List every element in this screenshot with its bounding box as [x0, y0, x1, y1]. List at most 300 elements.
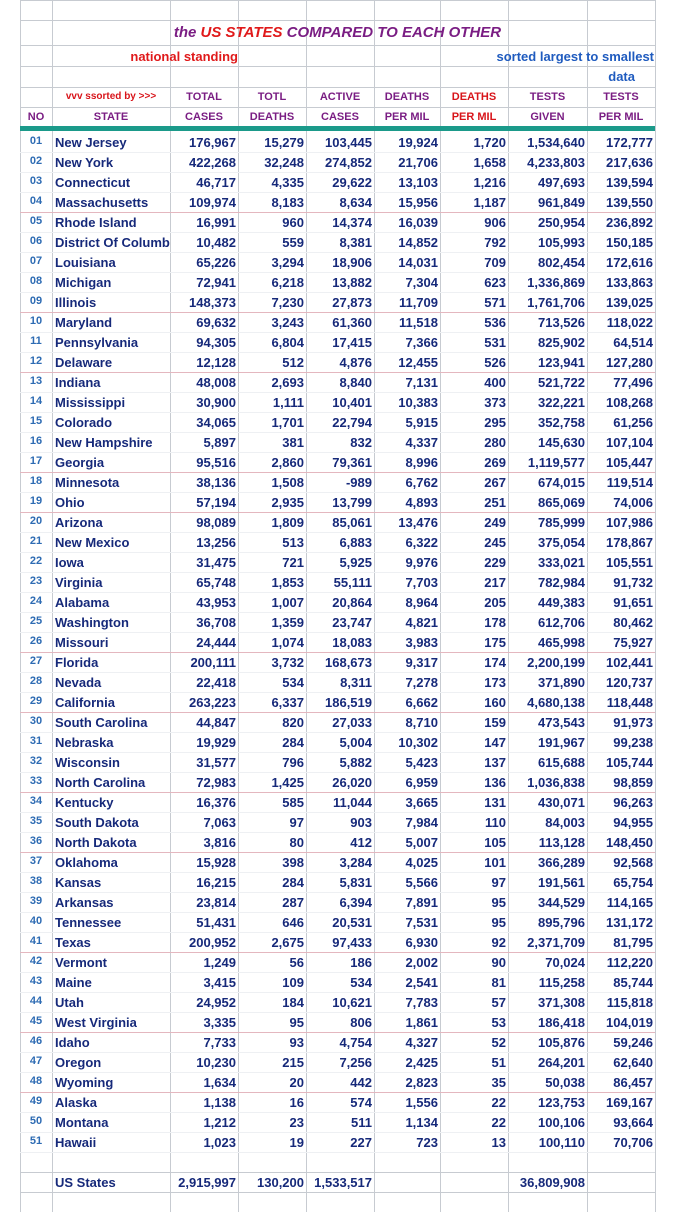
active-cases: 27,033 — [332, 715, 372, 730]
row-divider — [20, 332, 655, 333]
tests-per-mil: 169,167 — [606, 1095, 653, 1110]
deaths-per-mil-rank: 81 — [491, 975, 506, 990]
total-deaths: 80 — [289, 835, 304, 850]
state-name: Oklahoma — [55, 855, 118, 870]
deaths-per-mil-rank: 51 — [491, 1055, 506, 1070]
total-deaths: 15,279 — [264, 135, 304, 150]
row-divider — [20, 792, 655, 793]
total-cases: 200,111 — [190, 655, 236, 670]
row-divider — [20, 192, 655, 193]
state-name: California — [55, 695, 115, 710]
deaths-per-mil: 14,852 — [398, 235, 438, 250]
active-cases: 55,111 — [333, 575, 372, 590]
state-name: Texas — [55, 935, 91, 950]
total-deaths: 2,860 — [271, 455, 304, 470]
active-cases: 13,882 — [332, 275, 372, 290]
tests-given: 4,680,138 — [527, 695, 585, 710]
row-divider — [20, 1032, 655, 1033]
total-deaths: 6,218 — [271, 275, 304, 290]
total-deaths: 93 — [289, 1035, 304, 1050]
tests-per-mil: 99,238 — [613, 735, 653, 750]
tests-per-mil: 108,268 — [606, 395, 653, 410]
total-deaths: 19 — [289, 1135, 304, 1150]
total-deaths: 95 — [289, 1015, 304, 1030]
row-number: 19 — [29, 495, 43, 507]
state-name: Wisconsin — [55, 755, 120, 770]
state-name: Maine — [55, 975, 92, 990]
row-number: 28 — [29, 675, 43, 687]
deaths-per-mil: 5,007 — [405, 835, 438, 850]
row-number: 10 — [29, 315, 43, 327]
deaths-per-mil: 16,039 — [398, 215, 438, 230]
active-cases: 8,840 — [339, 375, 372, 390]
total-cases: 1,634 — [203, 1075, 236, 1090]
tests-given: 371,308 — [538, 995, 585, 1010]
row-number: 07 — [29, 255, 43, 267]
total-cases: 10,230 — [196, 1055, 236, 1070]
deaths-per-mil-rank: 269 — [484, 455, 506, 470]
total-cases: 46,717 — [196, 175, 236, 190]
grid-row-line — [20, 66, 655, 67]
total-deaths: 1,853 — [271, 575, 304, 590]
row-number: 14 — [29, 395, 43, 407]
active-cases: 8,311 — [340, 675, 372, 690]
grid-row-line — [20, 45, 655, 46]
tests-per-mil: 118,448 — [606, 695, 653, 710]
active-cases: 10,621 — [332, 995, 372, 1010]
deaths-per-mil: 723 — [416, 1135, 438, 1150]
deaths-per-mil: 8,964 — [405, 595, 438, 610]
tests-given: 186,418 — [538, 1015, 585, 1030]
tests-given: 113,128 — [538, 835, 585, 850]
state-name: Massachusetts — [55, 195, 149, 210]
tests-given: 615,688 — [538, 755, 585, 770]
active-cases: 20,864 — [332, 595, 372, 610]
active-cases: 534 — [350, 975, 372, 990]
tests-per-mil: 104,019 — [606, 1015, 653, 1030]
row-divider — [20, 812, 655, 813]
row-divider — [20, 1072, 655, 1073]
row-number: 40 — [29, 915, 43, 927]
state-name: Louisiana — [55, 255, 116, 270]
state-name: Georgia — [55, 455, 105, 470]
tests-given: 865,069 — [538, 495, 585, 510]
total-cases: 22,418 — [196, 675, 236, 690]
tests-given: 4,233,803 — [527, 155, 585, 170]
row-divider — [20, 772, 655, 773]
row-divider — [20, 412, 655, 413]
deaths-per-mil-rank: 178 — [484, 615, 506, 630]
total-cases: 31,577 — [196, 755, 236, 770]
row-number: 42 — [29, 955, 43, 967]
active-cases: 4,876 — [339, 355, 372, 370]
deaths-per-mil: 1,861 — [405, 1015, 438, 1030]
state-name: North Carolina — [55, 775, 146, 790]
total-deaths: 215 — [282, 1055, 304, 1070]
active-cases: 5,882 — [339, 755, 372, 770]
row-number: 25 — [29, 615, 43, 627]
tests-given: 100,110 — [538, 1135, 585, 1150]
row-divider — [20, 872, 655, 873]
tests-given: 344,529 — [538, 895, 585, 910]
total-cases: 1,212 — [203, 1115, 236, 1130]
tests-given: 961,849 — [538, 195, 585, 210]
row-number: 08 — [29, 275, 43, 287]
grid-row-line — [20, 107, 655, 108]
deaths-per-mil: 4,025 — [405, 855, 438, 870]
deaths-per-mil-rank: 160 — [484, 695, 506, 710]
tests-per-mil: 80,462 — [613, 615, 653, 630]
total-cases: 16,376 — [196, 795, 236, 810]
deaths-per-mil-rank: 536 — [484, 315, 506, 330]
header-tests-per-mil-bottom: PER MIL — [598, 111, 644, 123]
active-cases: 274,852 — [325, 155, 372, 170]
row-divider — [20, 292, 655, 293]
state-name: Missouri — [55, 635, 109, 650]
state-name: Nevada — [55, 675, 102, 690]
tests-per-mil: 81,795 — [613, 935, 653, 950]
total-cases: 19,929 — [196, 735, 236, 750]
header-cases-bottom: CASES — [185, 111, 223, 123]
state-name: Kentucky — [55, 795, 114, 810]
tests-given: 2,371,709 — [527, 935, 585, 950]
total-cases: 10,482 — [196, 235, 236, 250]
active-cases: 806 — [350, 1015, 372, 1030]
deaths-per-mil: 9,317 — [405, 655, 438, 670]
grid-column-line — [306, 0, 307, 1212]
deaths-per-mil-rank: 205 — [484, 595, 506, 610]
active-cases: 5,004 — [339, 735, 372, 750]
row-number: 34 — [29, 795, 43, 807]
deaths-per-mil: 7,531 — [405, 915, 438, 930]
deaths-per-mil: 13,476 — [398, 515, 438, 530]
total-deaths: 513 — [282, 535, 304, 550]
total-cases: 5,897 — [203, 435, 236, 450]
active-cases: 26,020 — [332, 775, 372, 790]
deaths-per-mil-rank: 249 — [484, 515, 506, 530]
tests-per-mil: 150,185 — [606, 235, 653, 250]
row-divider — [20, 752, 655, 753]
active-cases: 85,061 — [332, 515, 372, 530]
total-cases: 24,952 — [196, 995, 236, 1010]
deaths-per-mil-rank: 792 — [484, 235, 506, 250]
row-divider — [20, 852, 655, 853]
deaths-per-mil: 4,893 — [405, 495, 438, 510]
row-divider — [20, 972, 655, 973]
total-deaths: 6,337 — [271, 695, 304, 710]
total-cases: 43,953 — [196, 595, 236, 610]
tests-given: 50,038 — [545, 1075, 585, 1090]
row-number: 17 — [29, 455, 43, 467]
active-cases: 22,794 — [332, 415, 372, 430]
total-cases: 30,900 — [196, 395, 236, 410]
row-number: 33 — [29, 775, 43, 787]
tests-per-mil: 217,636 — [606, 155, 653, 170]
tests-given: 521,722 — [538, 375, 585, 390]
total-cases: 38,136 — [196, 475, 236, 490]
row-divider — [20, 912, 655, 913]
row-number: 09 — [29, 295, 43, 307]
tests-per-mil: 139,550 — [606, 195, 653, 210]
row-number: 13 — [29, 375, 43, 387]
title-prefix: the — [173, 24, 201, 41]
total-cases: 94,305 — [196, 335, 236, 350]
state-name: Minnesota — [55, 475, 120, 490]
total-cases: 48,008 — [196, 375, 236, 390]
state-name: Idaho — [55, 1035, 90, 1050]
active-cases: 20,531 — [332, 915, 372, 930]
tests-given: 115,258 — [538, 975, 585, 990]
deaths-per-mil: 4,327 — [405, 1035, 438, 1050]
active-cases: 574 — [350, 1095, 372, 1110]
subtitle-national-standing: national standing — [130, 49, 238, 64]
total-cases: 24,444 — [196, 635, 236, 650]
row-number: 18 — [29, 475, 43, 487]
active-cases: 18,906 — [332, 255, 372, 270]
tests-per-mil: 172,777 — [606, 135, 653, 150]
state-name: Ohio — [55, 495, 85, 510]
tests-per-mil: 102,441 — [606, 655, 653, 670]
deaths-per-mil: 6,930 — [405, 935, 438, 950]
deaths-per-mil-rank: 229 — [484, 555, 506, 570]
row-number: 41 — [29, 935, 43, 947]
row-divider — [20, 472, 655, 473]
active-cases: 412 — [350, 835, 372, 850]
row-divider — [20, 652, 655, 653]
tests-given: 1,761,706 — [527, 295, 585, 310]
total-cases: 72,941 — [196, 275, 236, 290]
tests-per-mil: 105,447 — [606, 455, 653, 470]
deaths-per-mil-rank: 95 — [491, 915, 506, 930]
total-deaths: 23 — [289, 1115, 304, 1130]
row-number: 06 — [29, 235, 43, 247]
row-number: 48 — [29, 1075, 43, 1087]
total-deaths: 721 — [282, 555, 304, 570]
tests-given: 264,201 — [538, 1055, 585, 1070]
row-divider — [20, 632, 655, 633]
active-cases: 4,754 — [339, 1035, 372, 1050]
deaths-per-mil: 10,302 — [398, 735, 438, 750]
tests-per-mil: 91,651 — [613, 595, 653, 610]
tests-per-mil: 65,754 — [613, 875, 653, 890]
state-name: Alaska — [55, 1095, 97, 1110]
tests-given: 1,119,577 — [527, 455, 585, 470]
deaths-per-mil: 6,959 — [405, 775, 438, 790]
total-cases: 3,335 — [203, 1015, 236, 1030]
active-cases: 103,445 — [325, 135, 372, 150]
deaths-per-mil-rank: 709 — [484, 255, 506, 270]
state-name: South Dakota — [55, 815, 139, 830]
deaths-per-mil-rank: 245 — [484, 535, 506, 550]
state-name: Hawaii — [55, 1135, 97, 1150]
state-name: Wyoming — [55, 1075, 114, 1090]
row-divider — [20, 892, 655, 893]
total-cases: 1,138 — [203, 1095, 236, 1110]
row-number: 05 — [29, 215, 43, 227]
header-no-bottom: NO — [27, 111, 45, 123]
deaths-per-mil-rank: 101 — [484, 855, 506, 870]
active-cases: 168,673 — [325, 655, 372, 670]
state-name: Washington — [55, 615, 129, 630]
total-deaths: 646 — [282, 915, 304, 930]
total-cases: 3,816 — [203, 835, 236, 850]
tests-per-mil: 127,280 — [606, 355, 653, 370]
tests-per-mil: 77,496 — [613, 375, 653, 390]
deaths-per-mil: 3,665 — [405, 795, 438, 810]
total-cases: 36,708 — [196, 615, 236, 630]
deaths-per-mil-rank: 1,658 — [473, 155, 506, 170]
row-number: 51 — [29, 1135, 43, 1147]
deaths-per-mil-rank: 1,216 — [473, 175, 506, 190]
active-cases: 11,044 — [332, 795, 372, 810]
tests-per-mil: 139,025 — [606, 295, 653, 310]
state-name: Iowa — [55, 555, 84, 570]
total-cases: 12,128 — [196, 355, 236, 370]
tests-per-mil: 86,457 — [613, 1075, 653, 1090]
tests-per-mil: 178,867 — [606, 535, 653, 550]
total-cases: 7,063 — [203, 815, 236, 830]
active-cases: 8,634 — [339, 195, 372, 210]
row-number: 24 — [29, 595, 43, 607]
tests-per-mil: 120,737 — [606, 675, 653, 690]
row-number: 30 — [29, 715, 43, 727]
active-cases: 79,361 — [332, 455, 372, 470]
deaths-per-mil: 4,337 — [405, 435, 438, 450]
row-divider — [20, 492, 655, 493]
subtitle-data: data — [608, 69, 635, 84]
tests-given: 366,289 — [538, 855, 585, 870]
row-number: 02 — [29, 155, 43, 167]
subtitle-sorted: sorted largest to smallest — [496, 49, 654, 64]
active-cases: 511 — [351, 1115, 372, 1130]
active-cases: 17,415 — [332, 335, 372, 350]
grid-column-line — [374, 0, 375, 1212]
header-totl-top: TOTL — [257, 91, 287, 103]
tests-given: 1,534,640 — [527, 135, 585, 150]
active-cases: 3,284 — [339, 855, 372, 870]
state-name: Alabama — [55, 595, 110, 610]
deaths-per-mil-rank: 35 — [491, 1075, 506, 1090]
row-divider — [20, 692, 655, 693]
row-divider — [20, 512, 655, 513]
deaths-per-mil: 6,662 — [405, 695, 438, 710]
total-deaths: 2,675 — [271, 935, 304, 950]
tests-given: 785,999 — [538, 515, 585, 530]
tests-per-mil: 61,256 — [613, 415, 653, 430]
tests-given: 612,706 — [538, 615, 585, 630]
tests-given: 250,954 — [538, 215, 585, 230]
row-divider — [20, 572, 655, 573]
tests-per-mil: 105,744 — [606, 755, 653, 770]
deaths-per-mil: 2,823 — [405, 1075, 438, 1090]
active-cases: 903 — [350, 815, 372, 830]
active-cases: 7,256 — [339, 1055, 372, 1070]
total-deaths: 97 — [289, 815, 304, 830]
total-cases: 200,952 — [189, 935, 236, 950]
active-cases: 23,747 — [332, 615, 372, 630]
state-name: Arizona — [55, 515, 103, 530]
tests-given: 84,003 — [545, 815, 585, 830]
deaths-per-mil: 9,976 — [405, 555, 438, 570]
header-tests-top: TESTS — [529, 91, 566, 103]
row-divider — [20, 1152, 655, 1153]
header-deaths-top: DEATHS — [384, 91, 430, 103]
deaths-per-mil: 5,423 — [405, 755, 438, 770]
tests-given: 123,753 — [538, 1095, 585, 1110]
row-number: 04 — [29, 195, 43, 207]
state-name: Colorado — [55, 415, 113, 430]
active-cases: 832 — [350, 435, 372, 450]
tests-per-mil: 107,104 — [606, 435, 653, 450]
total-cases: 69,632 — [196, 315, 236, 330]
deaths-per-mil: 11,709 — [398, 295, 438, 310]
tests-per-mil: 59,246 — [613, 1035, 653, 1050]
tests-given: 105,876 — [538, 1035, 585, 1050]
state-name: Indiana — [55, 375, 101, 390]
total-deaths: 32,248 — [264, 155, 304, 170]
row-divider — [20, 252, 655, 253]
header-tests-2-top: TESTS — [603, 91, 639, 103]
total-cases: 148,373 — [189, 295, 236, 310]
row-divider — [20, 552, 655, 553]
row-divider — [20, 312, 655, 313]
total-cases: 13,256 — [196, 535, 236, 550]
header-deaths-bottom: DEATHS — [249, 111, 295, 123]
row-number: 03 — [29, 175, 43, 187]
row-divider — [20, 452, 655, 453]
tests-per-mil: 62,640 — [613, 1055, 653, 1070]
deaths-per-mil: 21,706 — [398, 155, 438, 170]
state-name: Illinois — [55, 295, 97, 310]
state-name: Tennessee — [55, 915, 122, 930]
header-tests-given-bottom: GIVEN — [530, 111, 565, 123]
row-divider — [20, 732, 655, 733]
deaths-per-mil: 7,278 — [405, 675, 438, 690]
row-number: 21 — [29, 535, 43, 547]
row-number: 39 — [29, 895, 43, 907]
active-cases: 29,622 — [332, 175, 372, 190]
total-deaths: 1,425 — [271, 775, 304, 790]
deaths-per-mil: 2,541 — [405, 975, 438, 990]
tests-per-mil: 131,172 — [606, 915, 653, 930]
total-deaths: 56 — [289, 955, 304, 970]
header-deaths-red-top: DEATHS — [451, 91, 497, 103]
title-suffix: COMPARED TO EACH OTHER — [282, 24, 502, 41]
row-number: 01 — [29, 135, 43, 147]
deaths-per-mil: 7,984 — [405, 815, 438, 830]
tests-per-mil: 115,818 — [606, 995, 653, 1010]
active-cases: 227 — [350, 1135, 372, 1150]
tests-given: 333,021 — [538, 555, 585, 570]
tests-per-mil: 91,973 — [613, 715, 653, 730]
deaths-per-mil-rank: 1,720 — [473, 135, 506, 150]
deaths-per-mil-rank: 174 — [484, 655, 506, 670]
total-deaths: 1,508 — [271, 475, 304, 490]
active-cases: 10,401 — [332, 395, 372, 410]
total-deaths: 1,701 — [271, 415, 304, 430]
row-number: 43 — [29, 975, 43, 987]
totals-active-cases: 1,533,517 — [314, 1175, 372, 1190]
row-number: 38 — [29, 875, 43, 887]
deaths-per-mil: 8,996 — [405, 455, 438, 470]
tests-given: 352,758 — [538, 415, 585, 430]
tests-given: 1,036,838 — [527, 775, 585, 790]
deaths-per-mil: 15,956 — [398, 195, 438, 210]
grid-row-line — [20, 1172, 655, 1173]
header-active-cases-bottom: CASES — [321, 111, 359, 123]
state-name: Kansas — [55, 875, 102, 890]
total-deaths: 796 — [282, 755, 304, 770]
